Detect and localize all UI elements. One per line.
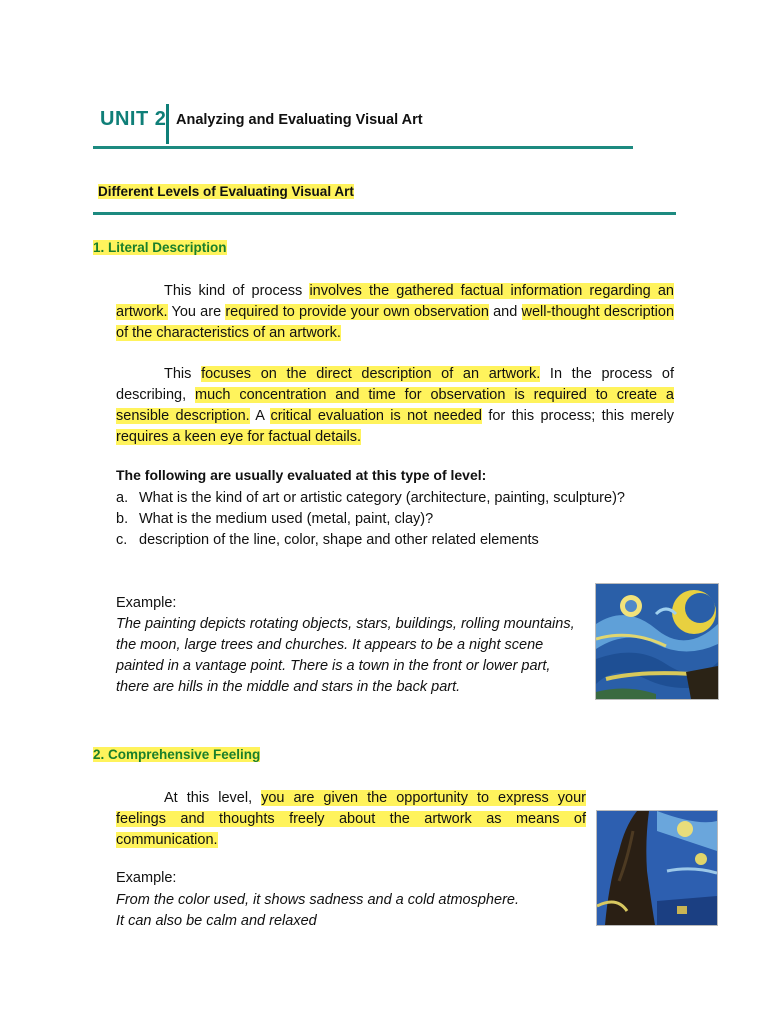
criteria-heading: The following are usually evaluated at this type of level: bbox=[116, 467, 487, 483]
list-marker: c. bbox=[116, 532, 128, 548]
text-run: and bbox=[488, 304, 522, 320]
list-item-text: description of the line, color, shape and other related elements bbox=[139, 532, 539, 548]
highlighted-text: critical evaluation is not needed bbox=[270, 408, 482, 424]
highlighted-text: requires a keen eye for factual details. bbox=[116, 429, 362, 445]
list-item-text: What is the kind of art or artistic category (architecture, painting, sculpture)? bbox=[139, 490, 625, 506]
text-run: This kind of process bbox=[164, 283, 310, 299]
example-line: It can also be calm and relaxed bbox=[116, 913, 317, 929]
example-label: Example: bbox=[116, 595, 177, 611]
unit-title: Analyzing and Evaluating Visual Art bbox=[176, 112, 423, 128]
highlighted-text: much concentration and time for observation is required to create a sensible description. bbox=[116, 387, 674, 424]
level2-heading bbox=[93, 747, 260, 762]
level1-heading bbox=[93, 240, 227, 255]
level1-paragraph-2 bbox=[116, 364, 674, 448]
cypress-painting-image bbox=[596, 810, 718, 926]
level1-paragraph-1 bbox=[116, 281, 674, 344]
section-title bbox=[98, 184, 354, 199]
list-item bbox=[116, 530, 676, 551]
highlighted-text: well-thought description of the characteristics of an artwork. bbox=[116, 304, 675, 341]
list-marker: b. bbox=[116, 511, 129, 527]
highlighted-text: you are given the opportunity to express your feelings and thoughts freely about the artwork as means of communication. bbox=[116, 790, 587, 848]
criteria-list bbox=[116, 488, 676, 551]
highlighted-text: involves the gathered factual information regarding an artwork. bbox=[116, 283, 674, 320]
level1-heading-text: 1. Literal Description bbox=[93, 240, 227, 255]
highlighted-text: required to provide your own observation bbox=[225, 304, 489, 320]
section-rule bbox=[93, 212, 676, 215]
text-run: A bbox=[249, 408, 271, 424]
text-run: You are bbox=[167, 304, 226, 320]
header-rule bbox=[93, 146, 633, 149]
highlighted-text: focuses on the direct description of an artwork. bbox=[201, 366, 541, 382]
list-item bbox=[116, 488, 676, 509]
text-run: This bbox=[164, 366, 202, 382]
level2-heading-text: 2. Comprehensive Feeling bbox=[93, 747, 261, 762]
starry-night-image bbox=[595, 583, 719, 700]
example-line: From the color used, it shows sadness and a cold atmosphere. bbox=[116, 892, 519, 908]
unit-label: UNIT 2 bbox=[100, 108, 167, 130]
unit-divider bbox=[166, 104, 169, 144]
text-run: for this process; this merely bbox=[481, 408, 675, 424]
text-run: At this level, bbox=[164, 790, 262, 806]
list-item-text: What is the medium used (metal, paint, clay)? bbox=[139, 511, 434, 527]
list-marker: a. bbox=[116, 490, 129, 506]
example-text bbox=[116, 890, 596, 932]
text-run: In the process of describing, bbox=[116, 366, 675, 403]
example-label: Example: bbox=[116, 870, 177, 886]
section-title-text: Different Levels of Evaluating Visual Art bbox=[98, 184, 354, 199]
example-text: The painting depicts rotating objects, stars, buildings, rolling mountains, the moon, large trees and churches. It appears to be a night scene painted in a vantage point. There is a town in the front or lower part, there are hills in the middle and stars in the back part. bbox=[116, 616, 575, 695]
list-item bbox=[116, 509, 676, 530]
level2-paragraph-1 bbox=[116, 788, 586, 851]
